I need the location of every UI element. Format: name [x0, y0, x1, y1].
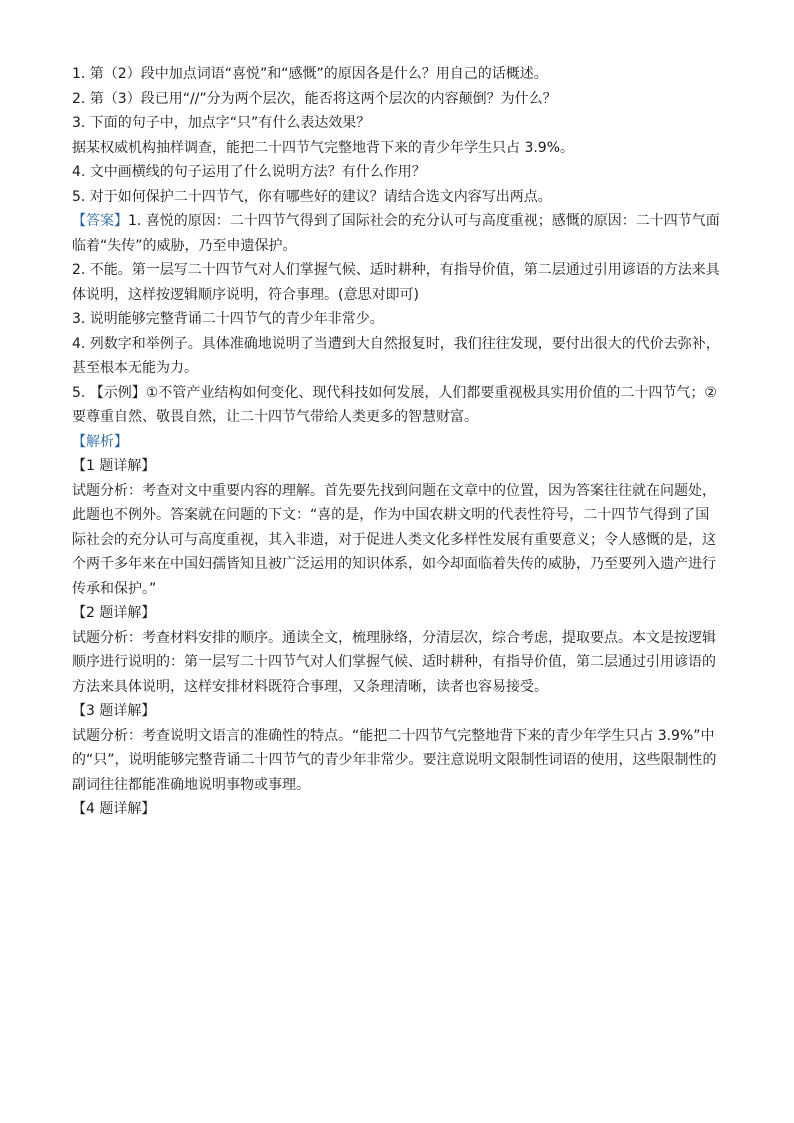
answer-line: 要尊重自然、敬畏自然，让二十四节气带给人类更多的智慧财富。 [72, 409, 478, 425]
detail-line: 试题分析：考查对文中重要内容的理解。首先要先找到问题在文章中的位置，因为答案往往就在问题处， [72, 482, 716, 499]
detail-line: 个两千多年来在中国妇孺皆知且被广泛运用的知识体系，如今却面临着失传的威胁，乃至要列入遗产进行 [72, 556, 716, 572]
detail-heading: 【3 题详解】 [72, 703, 156, 719]
question-4: 4. 文中画横线的句子运用了什么说明方法？有什么作用？ [72, 164, 426, 180]
detail-heading: 【2 题详解】 [72, 605, 156, 621]
detail-line: 此题也不例外。答案就在问题的下文：“喜的是，作为中国农耕文明的代表性符号，二十四节气得到了国 [72, 507, 710, 523]
question-2: 2. 第（3）段已用“//”分为两个层次，能否将这两个层次的内容颠倒？为什么？ [72, 90, 557, 107]
detail-line: 顺序进行说明的：第一层写二十四节气对人们掌握气候、适时耕种，有指导价值，第二层通过引用谚语的 [72, 654, 716, 670]
detail-line: 际社会的充分认可与高度重视，其入非遗，对于促进人类文化多样性发展有重要意义；令人感慨的是，这 [72, 531, 716, 548]
questions-block [72, 62, 724, 209]
detail-heading: 【1 题详解】 [72, 458, 156, 474]
answer-line: 2. 不能。第一层写二十四节气对人们掌握气候、适时耕种，有指导价值，第二层通过引用谚语的方法来具 [72, 262, 720, 278]
detail-line: 传承和保护。” [72, 580, 157, 597]
question-5: 5. 对于如何保护二十四节气，你有哪些好的建议？请结合选文内容写出两点。 [72, 188, 552, 205]
answer-line: 4. 列数字和举例子。具体准确地说明了当遭到大自然报复时，我们往往发现，要付出很大的代价去弥补， [72, 335, 720, 352]
detail-line: 方法来具体说明，这样安排材料既符合事理，又条理清晰，读者也容易接受。 [72, 678, 548, 695]
answer-line: 5. 【示例】①不管产业结构如何变化、现代科技如何发展，人们都要重视极具实用价值的二十四节气；② [72, 384, 717, 401]
answer-line: 临着“失传”的威胁，乃至申遗保护。 [72, 237, 297, 254]
detail-section-2 [72, 601, 724, 699]
detail-section-1 [72, 454, 724, 601]
detail-heading: 【4 题详解】 [72, 801, 156, 817]
answer-block [72, 209, 724, 430]
detail-section-3 [72, 699, 724, 797]
answer-line: 3. 说明能够完整背诵二十四节气的青少年非常少。 [72, 311, 384, 327]
detail-line: 试题分析：考查说明文语言的准确性的特点。“能把二十四节气完整地背下来的青少年学生只占 3.9%”中 [72, 727, 715, 744]
answer-line: 甚至根本无能为力。 [72, 360, 198, 376]
answer-label: 【答案】 [72, 213, 128, 229]
answer-first-line [72, 209, 724, 234]
question-3-sentence: 据某权威机构抽样调查，能把二十四节气完整地背下来的青少年学生只占 3.9%。 [72, 139, 575, 156]
analysis-label: 【解析】 [72, 433, 128, 450]
answer-line: 体说明，这样按逻辑顺序说明，符合事理。(意思对即可) [72, 286, 419, 303]
detail-line: 的“只”，说明能够完整背诵二十四节气的青少年非常少。要注意说明文限制性词语的使用，这些限制性的 [72, 752, 717, 768]
answer-text: 1. 喜悦的原因：二十四节气得到了国际社会的充分认可与高度重视；感慨的原因：二十四节气面 [128, 213, 720, 229]
document-page [72, 62, 724, 822]
question-1: 1. 第（2）段中加点词语“喜悦”和“感慨”的原因各是什么？用自己的话概述。 [72, 66, 548, 82]
detail-line: 试题分析：考查材料安排的顺序。通读全文，梳理脉络，分清层次，综合考虑，提取要点。本文是按逻辑 [72, 629, 716, 646]
detail-section-4 [72, 797, 724, 822]
question-3: 3. 下面的句子中，加点字“只”有什么表达效果？ [72, 115, 371, 131]
detail-line: 副词往往都能准确地说明事物或事理。 [72, 776, 310, 793]
